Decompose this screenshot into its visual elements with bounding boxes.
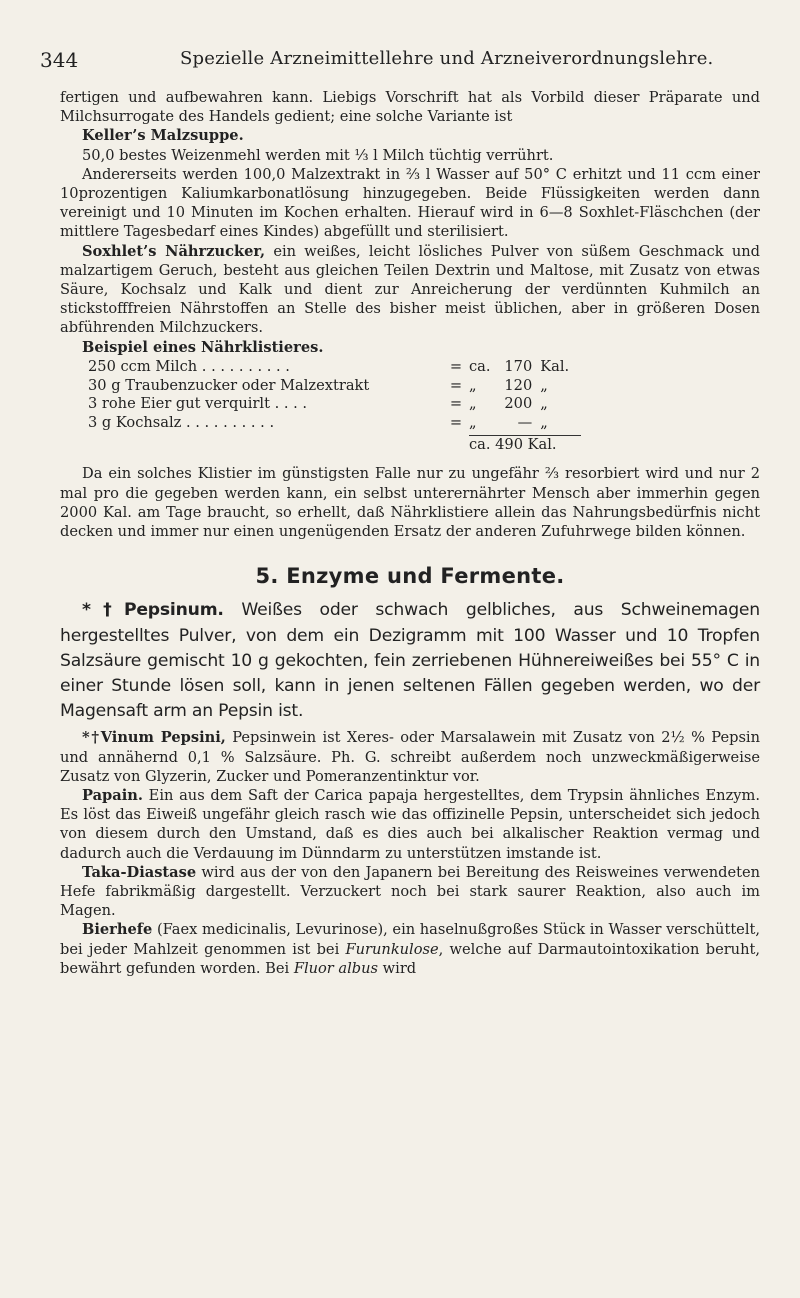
papain-lead: Papain. xyxy=(82,787,143,804)
klistier-item: 30 g Traubenzucker oder Malzextrakt xyxy=(88,376,370,394)
klistier-unit: „ xyxy=(540,413,548,431)
klistier-equals: = xyxy=(449,395,463,413)
klistier-approx: „ xyxy=(469,413,477,431)
klistier-title: Beispiel eines Nährklistieres. xyxy=(82,338,324,356)
bierhefe-text-3: wird xyxy=(378,959,417,977)
klistier-unit: „ xyxy=(540,395,548,413)
bierhefe-text-1: (Faex medicinalis, Levurinose), ein haselnußgroßes Stück in Wasser verschüttelt, bei jeder Mahlzeit genommen ist bei xyxy=(60,921,760,958)
klistier-unit: Kal. xyxy=(540,357,570,375)
kellers-step-1: 50,0 bestes Weizenmehl werden mit ⅓ l Milch tüchtig verrührt. xyxy=(82,146,554,164)
soxhlet-text: ein weißes, leicht lösliches Pulver von süßem Geschmack und malzartigem Geruch, besteht aus gleichen Teilen Dextrin und Maltose, mit Zusatz von etwas Säure, Kochsalz und Kalk und dient zur Anreicherung der verdünnten Kuhmilch an stickstofffreien Nährstoffen an Stelle des bisher meist üblichen, aber in größeren Dosen abführenden Milchzuckers. xyxy=(60,242,761,337)
papain-paragraph xyxy=(60,786,760,863)
taka-paragraph xyxy=(60,863,760,921)
section-title: 5. Enzyme und Fermente. xyxy=(255,564,565,589)
pepsinum-paragraph xyxy=(60,598,760,724)
klistier-equals: = xyxy=(449,376,463,394)
bierhefe-paragraph xyxy=(60,920,760,978)
running-title: Spezielle Arzneimittellehre und Arzneiverordnungslehre. xyxy=(180,48,714,69)
enzyme-entries xyxy=(60,728,760,978)
kellers-title: Keller’s Malzsuppe. xyxy=(82,127,244,145)
klistier-table xyxy=(88,358,581,455)
klistier-equals: = xyxy=(449,357,463,375)
page-body xyxy=(60,88,760,978)
klistier-row xyxy=(88,377,581,396)
klistier-row xyxy=(88,395,581,414)
klistier-paragraph: Da ein solches Klistier im günstigsten Falle nur zu ungefähr ⅔ resorbiert wird und nur 2 mal pro die gegeben werden kann, ein selbst unterernährter Mensch aber immerhin gegen 2000 Kal. am Tage braucht, so erhellt, daß Nährklistiere allein das Nahrungsbedürfnis nicht decken und immer nur einen ungenügenden Ersatz der anderen Zufuhrwege bilden können. xyxy=(60,465,760,540)
soxhlet-title: Soxhlet’s Nährzucker, xyxy=(82,242,266,260)
klistier-approx: „ xyxy=(469,376,477,394)
vinum-text: Pepsinwein ist Xeres- oder Marsalawein mit Zusatz von 2½ % Pepsin und annähernd 0,1 % Salzsäure. Ph. G. schreibt außerdem noch unzweckmäßigerweise Zusatz von Glyzerin, Zucker und Pomeranzentinktur vor. xyxy=(60,729,760,785)
klistier-row xyxy=(88,358,581,377)
pepsinum-text: Weißes oder schwach gelbliches, aus Schweinemagen hergestelltes Pulver, von dem ein Dezigramm mit 100 Wasser und 10 Tropfen Salzsäure gemischt 10 g gekochten, fein zerriebenen Hühnereiweißes bei 55° C in einer Stunde lösen soll, kann in jenen seltenen Fällen gegeben werden, wo der Magensaft arm an Pepsin ist. xyxy=(60,600,760,722)
soxhlet-paragraph xyxy=(60,242,760,338)
klistier-value: 120 xyxy=(504,376,533,394)
klistier-approx: „ xyxy=(469,395,477,413)
bierhefe-italic-1: Furunkulose xyxy=(345,940,439,958)
vinum-paragraph xyxy=(60,728,760,786)
kellers-step-2: Andererseits werden 100,0 Malzextrakt in ⅔ l Wasser auf 50° C erhitzt und 11 ccm einer 10prozentigen Kaliumkarbonatlösung hinzugegeben. Beide Flüssigkeiten werden dann vereinigt und 10 Minuten im Kochen erhalten. Hierauf wird in 6—8 Soxhlet-Fläschchen (der mittlere Tagesbedarf eines Kindes) abgefüllt und sterilisiert. xyxy=(60,165,760,241)
klistier-item: 3 g Kochsalz . . . . . . . . . . xyxy=(88,413,275,431)
page-header xyxy=(40,48,760,78)
page-number: 344 xyxy=(40,48,79,72)
klistier-total: ca. 490 Kal. xyxy=(469,435,581,455)
klistier-value: 170 xyxy=(504,357,533,375)
klistier-total-row xyxy=(88,433,581,455)
bierhefe-lead: Bierhefe xyxy=(82,921,153,939)
bierhefe-text-2: , welche auf Darmautointoxikation beruht, bewährt gefunden worden. Bei xyxy=(60,940,760,977)
papain-text: Ein aus dem Saft der Carica papaja hergestelltes, dem Trypsin ähnliches Enzym. Es löst das Eiweiß ungefähr gleich rasch wie das offizinelle Pepsin, unterscheidet sich jedoch von diesem durch den Umstand, daß es dies auch bei alkalischer Reaktion vermag und dadurch auch die Verdauung im Dünndarm zu unterstützen imstande ist. xyxy=(60,787,760,862)
klistier-item: 3 rohe Eier gut verquirlt . . . . xyxy=(88,395,308,413)
taka-lead: Taka-Diastase xyxy=(82,863,197,881)
klistier-item: 250 ccm Milch . . . . . . . . . . xyxy=(88,357,290,375)
klistier-unit: „ xyxy=(540,376,548,394)
pepsinum-lead: *†Pepsinum. xyxy=(82,600,224,621)
taka-text: wird aus der von den Japanern bei Bereitung des Reisweines verwendeten Hefe fabrikmäßig dargestellt. Verzuckert noch bei stark saurer Reaktion, also auch im Magen. xyxy=(60,863,760,920)
bierhefe-italic-2: Fluor albus xyxy=(293,959,379,977)
klistier-value: — xyxy=(517,413,533,431)
intro-paragraph: fertigen und aufbewahren kann. Liebigs Vorschrift hat als Vorbild dieser Präparate und Milchsurrogate des Handels gedient; eine solche Variante ist xyxy=(60,89,760,126)
klistier-row xyxy=(88,414,581,433)
klistier-value: 200 xyxy=(504,395,533,413)
vinum-lead: *†Vinum Pepsini, xyxy=(82,729,226,747)
klistier-equals: = xyxy=(449,413,463,431)
klistier-approx: ca. xyxy=(469,357,491,375)
